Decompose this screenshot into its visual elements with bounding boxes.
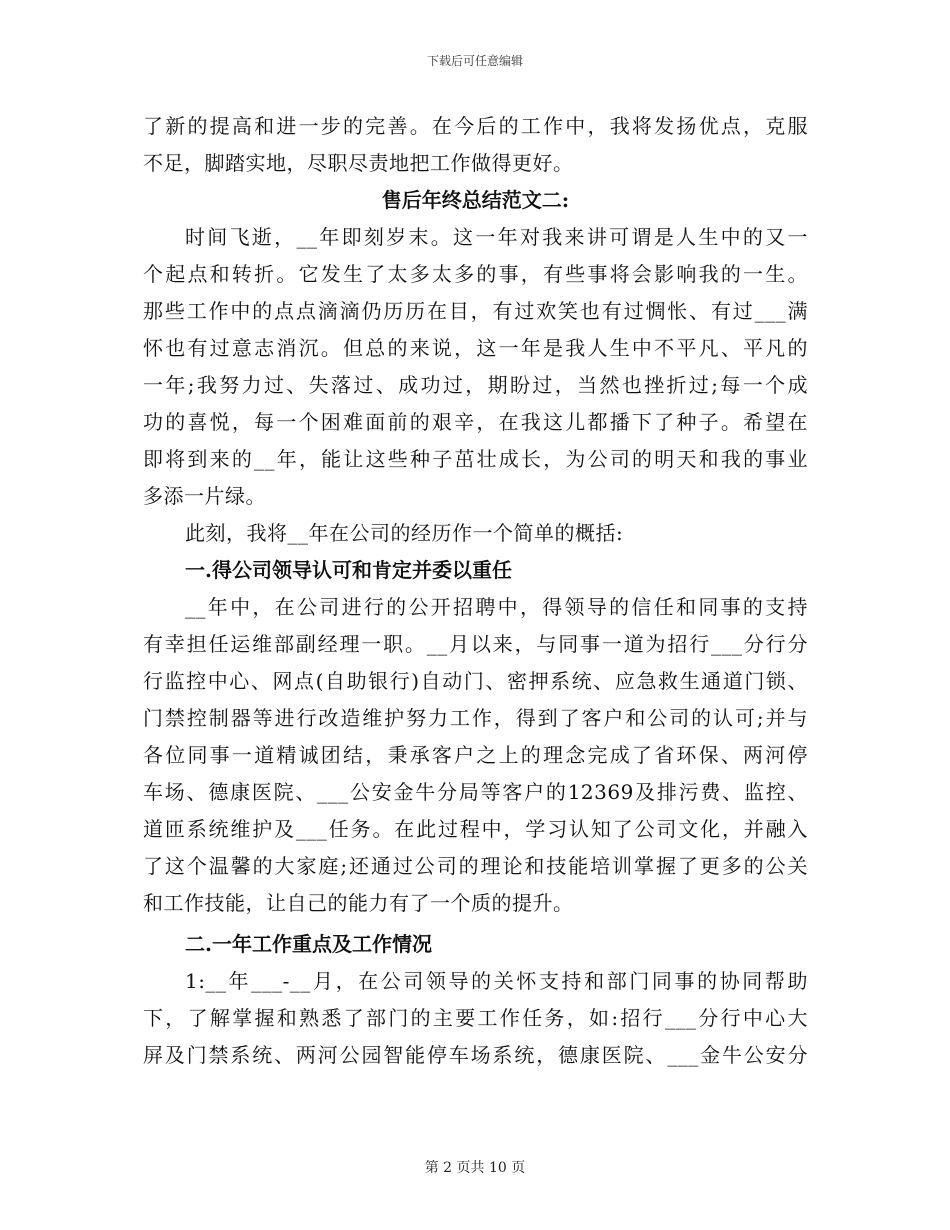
paragraph-4	[143, 589, 808, 922]
paragraph-5	[143, 963, 808, 1074]
text-line: 多添一片绿。	[143, 484, 266, 508]
text-line: __年中，在公司进行的公开招聘中，得领导的信任和同事的支持	[185, 595, 808, 619]
heading-2: 二.一年工作重点及工作情况	[185, 932, 432, 956]
text-line: 个起点和转折。它发生了太多太多的事，有些事将会影响我的一生。	[143, 262, 808, 286]
page-header: 下载后可任意编辑	[426, 54, 523, 68]
text-line: 此刻，我将__年在公司的经历作一个简单的概括:	[185, 521, 624, 545]
text-line: 那些工作中的点点滴滴仍历历在目，有过欢笑也有过惆怅、有过___满	[143, 299, 808, 323]
text-line: 下，了解掌握和熟悉了部门的主要工作任务，如:招行___分行中心大	[143, 1006, 808, 1030]
heading-1: 一.得公司领导认可和肯定并委以重任	[185, 558, 512, 582]
paragraph-1	[143, 108, 808, 182]
text-line: 屏及门禁系统、两河公园智能停车场系统，德康医院、___金牛公安分	[143, 1043, 808, 1067]
text-line: 了这个温馨的大家庭;还通过公司的理论和技能培训掌握了更多的公关	[143, 854, 808, 878]
section-title: 售后年终总结范文二:	[381, 188, 570, 212]
text-line: 时间飞逝，__年即刻岁末。这一年对我来讲可谓是人生中的又一	[185, 225, 808, 249]
text-line: 和工作技能，让自己的能力有了一个质的提升。	[143, 891, 574, 915]
paragraph-3	[143, 515, 808, 552]
text-line: 了新的提高和进一步的完善。在今后的工作中，我将发扬优点，克服	[143, 114, 808, 138]
text-line: 各位同事一道精诚团结，秉承客户之上的理念完成了省环保、两河停	[143, 743, 808, 767]
page-footer: 第 2 页共 10 页	[424, 1160, 526, 1176]
text-line: 即将到来的__年，能让这些种子茁壮成长，为公司的明天和我的事业	[143, 447, 808, 471]
text-line: 1:__年___-__月，在公司领导的关怀支持和部门同事的协同帮助	[185, 969, 808, 993]
text-line: 道匝系统维护及___任务。在此过程中，学习认知了公司文化，并融入	[143, 817, 808, 841]
document-body	[143, 108, 808, 1074]
text-line: 车场、德康医院、___公安金牛分局等客户的12369及排污费、监控、	[143, 780, 808, 804]
text-line: 一年;我努力过、失落过、成功过，期盼过，当然也挫折过;每一个成	[143, 373, 808, 397]
text-line: 有幸担任运维部副经理一职。__月以来，与同事一道为招行___分行分	[143, 632, 808, 656]
text-line: 怀也有过意志消沉。但总的来说，这一年是我人生中不平凡、平凡的	[143, 336, 808, 360]
text-line: 门禁控制器等进行改造维护努力工作，得到了客户和公司的认可;并与	[143, 706, 808, 730]
paragraph-2	[143, 219, 808, 515]
text-line: 不足，脚踏实地，尽职尽责地把工作做得更好。	[143, 151, 574, 175]
text-line: 行监控中心、网点(自助银行)自动门、密押系统、应急救生通道门锁、	[143, 669, 808, 693]
text-line: 功的喜悦，每一个困难面前的艰辛，在我这儿都播下了种子。希望在	[143, 410, 808, 434]
